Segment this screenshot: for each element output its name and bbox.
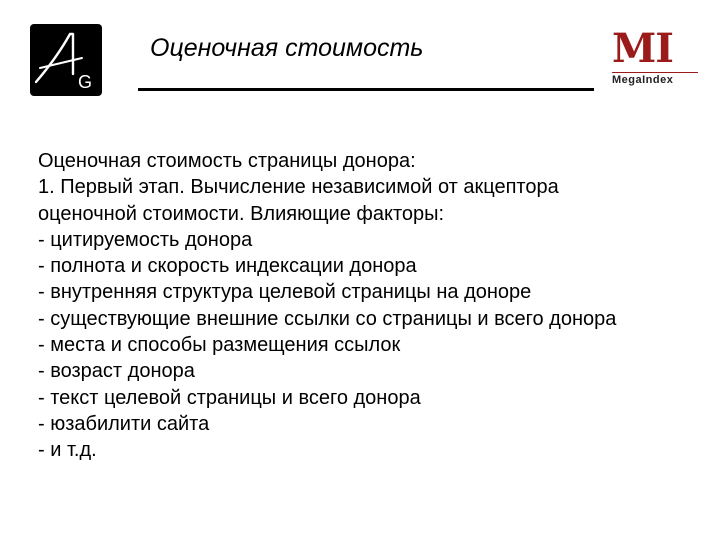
body-line: 1. Первый этап. Вычисление независимой от акцептора <box>38 176 559 199</box>
slide-title: Оценочная стоимость <box>150 34 424 62</box>
ag-logo-icon <box>30 24 102 96</box>
body-heading: Оценочная стоимость страницы донора: <box>38 150 416 172</box>
factor-item: - существующие внешние ссылки со страницы и всего донора <box>38 307 617 330</box>
svg-text:G: G <box>78 72 93 92</box>
factor-item: - юзабилити сайта <box>38 412 210 435</box>
factor-item: - места и способы размещения ссылок <box>38 334 401 357</box>
ag-monogram-icon <box>30 24 102 96</box>
factor-item: - внутренняя структура целевой страницы на доноре <box>38 281 532 304</box>
factor-item: - полнота и скорость индексации донора <box>38 255 417 278</box>
megaindex-logo-mark: MI <box>612 25 673 72</box>
title-underline <box>138 88 594 91</box>
megaindex-logo-name: MegaIndex <box>612 74 674 86</box>
factor-item: - текст целевой страницы и всего донора <box>38 386 421 409</box>
slide-body <box>38 148 698 464</box>
factor-item: - и т.д. <box>38 439 97 462</box>
factor-item: - возраст донора <box>38 360 195 383</box>
logo-divider <box>612 72 698 73</box>
factor-item: - цитируемость донора <box>38 228 253 251</box>
megaindex-logo <box>608 26 702 92</box>
body-line: оценочной стоимости. Влияющие факторы: <box>38 202 445 225</box>
